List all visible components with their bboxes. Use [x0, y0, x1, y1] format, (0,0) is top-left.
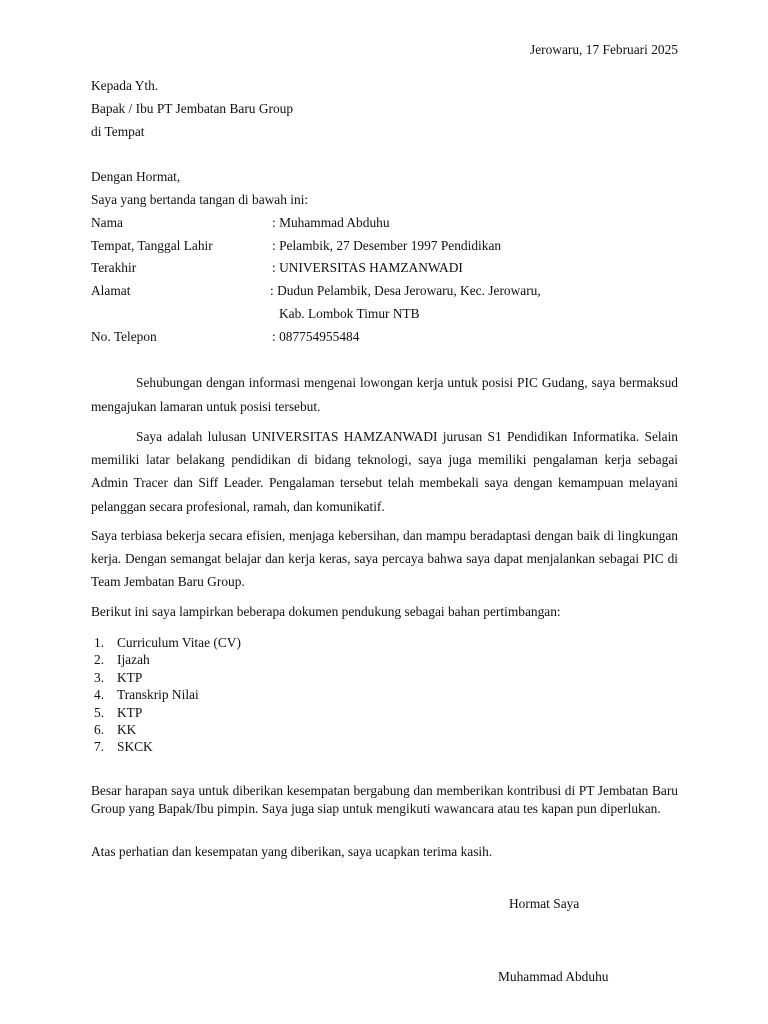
list-item: 5. KTP [94, 704, 143, 720]
address-label: Alamat [91, 283, 131, 299]
recipient-line-3: di Tempat [91, 123, 145, 139]
list-item: 3. KTP [94, 669, 143, 685]
paragraph-work-ethic: Saya terbiasa bekerja secara efisien, menjaga kebersihan, dan mampu beradaptasi dengan baik di lingkungan kerja. Dengan semangat belajar dan kerja keras, saya percaya bahwa saya dapat menjalankan sebagai PIC di Team Jembatan Baru Group. [91, 528, 678, 590]
place-date: Jerowaru, 17 Februari 2025 [529, 42, 678, 57]
identity-row-birth [91, 235, 678, 258]
list-item: 7. SKCK [94, 739, 153, 755]
list-item: 4. Transkrip Nilai [94, 687, 199, 703]
phone-label: No. Telepon [91, 328, 157, 344]
identity-intro: Saya yang bertanda tangan di bawah ini: [91, 192, 309, 207]
identity-row-phone [91, 326, 678, 349]
paragraph-attachments-intro: Berikut ini saya lampirkan beberapa dokumen pendukung sebagai bahan pertimbangan: [91, 604, 561, 619]
identity-row-name [91, 212, 678, 235]
education-label: Terakhir [91, 260, 137, 276]
paragraph-hope: Besar harapan saya untuk diberikan kesempatan bergabung dan memberikan kontribusi di PT Jembatan Baru Group yang Bapak/Ibu pimpin. Saya juga siap untuk mengikuti wawancara atau tes kapan pun diperlukan. [91, 783, 678, 817]
list-item: 2. Ijazah [94, 652, 150, 668]
education-value: : UNIVERSITAS HAMZANWADI [272, 260, 463, 276]
paragraph-application: Sehubungan dengan informasi mengenai lowongan kerja untuk posisi PIC Gudang, saya bermaksud mengajukan lamaran untuk posisi tersebut. [91, 375, 678, 414]
name-label: Nama [91, 214, 123, 230]
list-item: 6. KK [94, 722, 137, 738]
paragraph-background: Saya adalah lulusan UNIVERSITAS HAMZANWADI jurusan S1 Pendidikan Informatika. Selain memiliki latar belakang pendidikan di bidang teknologi, saya juga memiliki pengalaman kerja sebagai Admin Tracer dan Siff Leader. Pengalaman tersebut telah membekali saya dengan kemampuan melayani pelanggan secara profesional, ramah, dan komunikatif. [91, 429, 678, 514]
name-value: : Muhammad Abduhu [272, 214, 390, 230]
phone-value: : 087754955484 [272, 328, 360, 344]
address-continuation: Kab. Lombok Timur NTB [279, 305, 420, 321]
paragraph-thanks: Atas perhatian dan kesempatan yang diberikan, saya ucapkan terima kasih. [91, 844, 493, 859]
signer-name: Muhammad Abduhu [498, 969, 609, 984]
birth-value: : Pelambik, 27 Desember 1997 Pendidikan [272, 237, 502, 253]
list-item: 1. Curriculum Vitae (CV) [94, 635, 241, 650]
address-value: : Dudun Pelambik, Desa Jerowaru, Kec. Jerowaru, [270, 283, 541, 299]
recipient-line-1: Kepada Yth. [91, 78, 159, 93]
attachment-list [94, 634, 241, 756]
salutation: Dengan Hormat, [91, 169, 181, 184]
birth-label: Tempat, Tanggal Lahir [91, 237, 213, 253]
recipient-line-2: Bapak / Ibu PT Jembatan Baru Group [91, 100, 294, 116]
recipient-block [91, 75, 293, 143]
identity-block [91, 189, 678, 349]
identity-row-education [91, 257, 678, 280]
opening-block [91, 166, 678, 189]
closing: Hormat Saya [509, 896, 580, 911]
identity-row-address [91, 280, 678, 303]
